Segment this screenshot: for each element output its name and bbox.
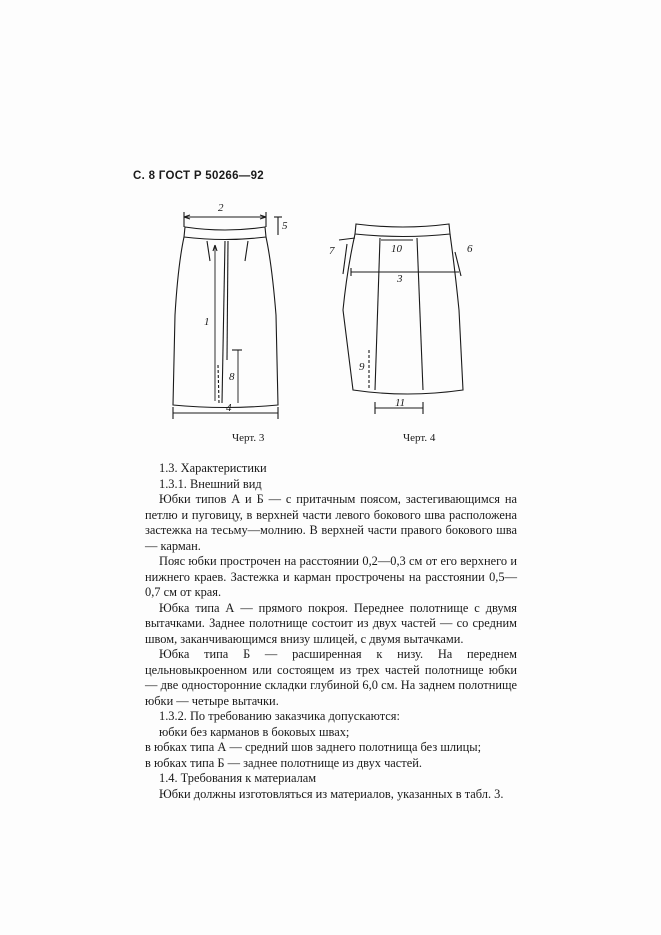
- subsection-heading: 1.3.2. По требованию заказчика допускаются:: [159, 709, 400, 723]
- paragraph: Юбка типа А — прямого покроя. Переднее полотнище с двумя вытачками. Заднее полотнище состоит из двух частей — со средним швом, заканчивающимся внизу шлицей, с двумя вытачками.: [145, 600, 517, 646]
- figure-3-drawing: [170, 195, 295, 425]
- dim-label: 7: [329, 245, 335, 257]
- section-heading: 1.4. Требования к материалам: [159, 771, 317, 785]
- dim-label: 8: [229, 371, 235, 383]
- body-text: [145, 461, 517, 802]
- dim-label: 11: [395, 397, 406, 409]
- subsection-heading: 1.3.1. Внешний вид: [159, 476, 262, 491]
- dim-label: 9: [359, 361, 365, 373]
- figure-3-caption: Черт. 3: [232, 432, 265, 444]
- dim-label: 10: [391, 243, 402, 255]
- list-item: в юбках типа А — средний шов заднего полотнища без шлицы;: [145, 740, 482, 754]
- paragraph: Юбки должны изготовляться из материалов, указанных в табл. 3.: [159, 786, 504, 801]
- figure-4-caption: Черт. 4: [403, 432, 436, 444]
- dim-label: 4: [226, 402, 232, 414]
- dim-label: 6: [467, 243, 473, 255]
- dim-label: 3: [397, 273, 403, 285]
- paragraph: Юбка типа Б — расширенная к низу. На переднем цельновыкроенном или состоящем из трех частей полотнище юбки — две односторонние складки глубиной 6,0 см. На заднем полотнище юбки — четыре вытачки.: [145, 647, 517, 708]
- list-item: в юбках типа Б — заднее полотнище из двух частей.: [145, 755, 422, 770]
- dim-label: 5: [282, 220, 288, 232]
- section-heading: 1.3. Характеристики: [159, 461, 267, 475]
- page-header: С. 8 ГОСТ Р 50266—92: [133, 170, 264, 182]
- dim-label: 2: [218, 202, 224, 214]
- paragraph: Юбки типов А и Б — с притачным поясом, застегивающимся на петлю и пуговицу, в верхней части левого бокового шва расположена застежка на тесьму—молнию. В верхней части правого бокового шва — карман.: [145, 492, 517, 553]
- figure-4-drawing: [325, 210, 485, 420]
- paragraph: Пояс юбки прострочен на расстоянии 0,2—0,3 см от его верхнего и нижнего краев. Застежка и карман прострочены на расстоянии 0,5—0,7 см от края.: [145, 554, 517, 599]
- list-item: юбки без карманов в боковых швах;: [159, 724, 350, 739]
- dim-label: 1: [204, 316, 210, 328]
